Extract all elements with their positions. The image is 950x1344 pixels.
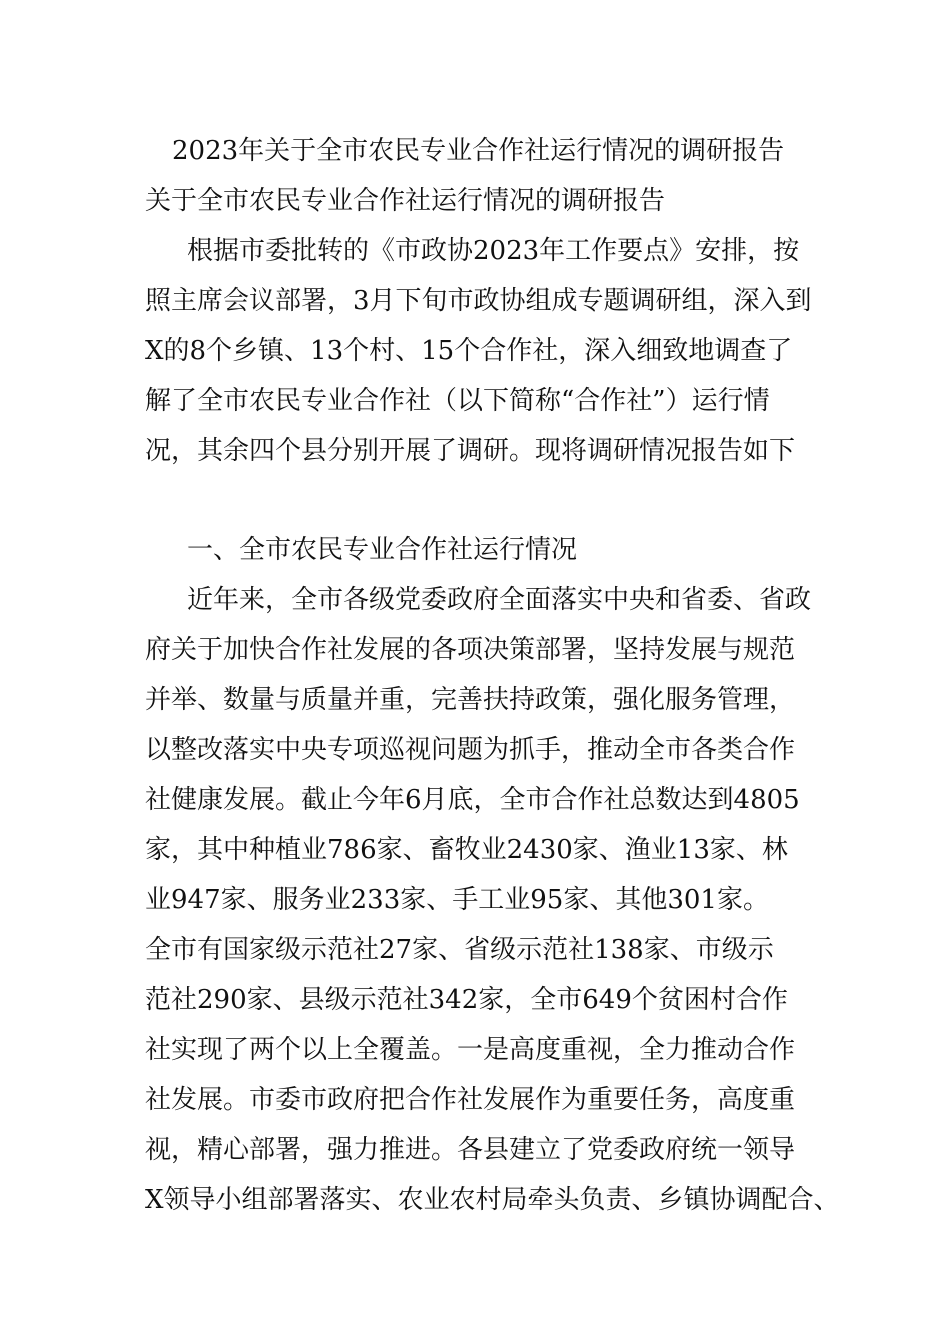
body-line: 家，其中种植业786家、畜牧业2430家、渔业13家、林	[145, 835, 788, 865]
body-line: 视，精心部署，强力推进。各县建立了党委政府统一领导	[145, 1135, 796, 1165]
body-line: 社实现了两个以上全覆盖。一是高度重视，全力推动合作	[145, 1035, 796, 1065]
section-heading: 一、全市农民专业合作社运行情况	[187, 535, 578, 565]
intro-line: 况，其余四个县分别开展了调研。现将调研情况报告如下	[145, 436, 796, 466]
body-line: X领导小组部署落实、农业农村局牵头负责、乡镇协调配合、	[145, 1185, 840, 1215]
body-line: 社健康发展。截止今年6月底，全市合作社总数达到4805	[145, 785, 800, 815]
body-line: 以整改落实中央专项巡视问题为抓手，推动全市各类合作	[145, 735, 796, 765]
body-line: 业947家、服务业233家、手工业95家、其他301家。	[145, 885, 769, 915]
body-line: 府关于加快合作社发展的各项决策部署，坚持发展与规范	[145, 635, 796, 665]
document-title: 2023年关于全市农民专业合作社运行情况的调研报告	[172, 136, 785, 166]
body-line: 近年来，全市各级党委政府全面落实中央和省委、省政	[187, 585, 812, 615]
intro-line: 照主席会议部署，3月下旬市政协组成专题调研组，深入到	[145, 286, 812, 316]
body-line: 并举、数量与质量并重，完善扶持政策，强化服务管理，	[145, 685, 796, 715]
intro-line: X的8个乡镇、13个村、15个合作社，深入细致地调查了	[145, 336, 793, 366]
body-line: 全市有国家级示范社27家、省级示范社138家、市级示	[145, 935, 774, 965]
document-subtitle: 关于全市农民专业合作社运行情况的调研报告	[145, 186, 666, 216]
body-line: 社发展。市委市政府把合作社发展作为重要任务，高度重	[145, 1085, 796, 1115]
body-line: 范社290家、县级示范社342家，全市649个贫困村合作	[145, 985, 788, 1015]
intro-line: 根据市委批转的《市政协2023年工作要点》安排，按	[187, 236, 800, 266]
intro-line: 解了全市农民专业合作社（以下简称“合作社”）运行情	[145, 386, 770, 416]
